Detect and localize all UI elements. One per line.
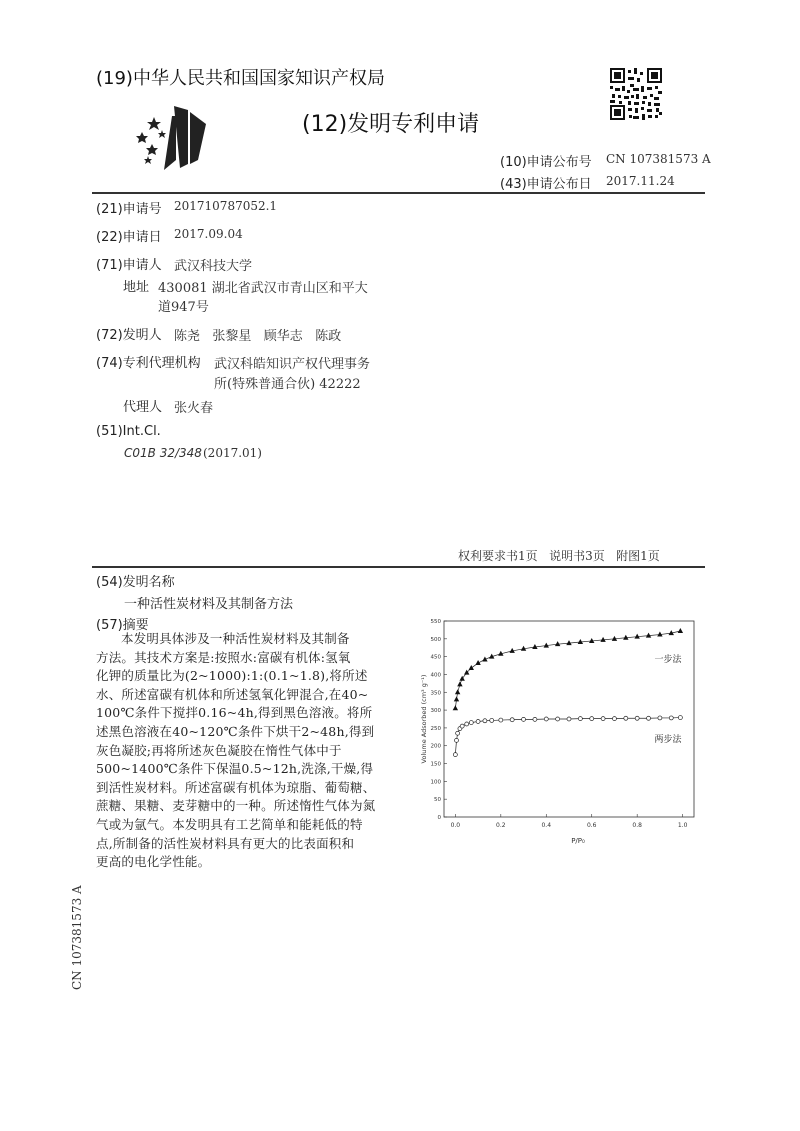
address-label: 地址 (123, 280, 150, 295)
one-step-point (678, 628, 683, 633)
one-step-point (453, 705, 458, 710)
two-step-point (522, 717, 526, 721)
abstract-line: 方法。其技术方案是:按照水:富碳有机体:氢氧 (96, 649, 351, 665)
publication-number: CN 107381573 A (606, 152, 711, 166)
abstract-label: (57)摘要 (96, 618, 149, 633)
address-line-1: 430081 湖北省武汉市青山区和平大 (158, 281, 368, 296)
application-date: 2017.09.04 (174, 227, 243, 241)
inventor-label: (72)发明人 (96, 328, 162, 343)
abstract-line: 气或为氩气。本发明具有工艺简单和能耗低的特 (96, 816, 363, 832)
two-step-point (476, 719, 480, 723)
publication-number-label: (10)申请公布号 (500, 155, 592, 170)
two-step-point (544, 717, 548, 721)
two-step-point (669, 716, 673, 720)
abstract-line: 500~1400℃条件下保温0.5~12h,洗涤,干燥,得 (96, 761, 374, 777)
two-step-point (453, 753, 457, 757)
int-cl-label: (51)Int.Cl. (96, 424, 161, 439)
abstract-divider (92, 566, 705, 568)
abstract-line: 灰色凝胶;再将所述灰色凝胶在惰性气体中于 (96, 742, 342, 758)
application-number: 201710787052.1 (174, 199, 278, 213)
two-step-point (601, 717, 605, 721)
chart-ylabel: Volume Adsorbed (cm³ g⁻¹) (420, 674, 428, 764)
two-step-point (469, 721, 473, 725)
int-cl-year: (2017.01) (203, 446, 262, 460)
application-number-label: (21)申请号 (96, 202, 162, 217)
y-tick-label: 0 (437, 815, 441, 821)
two-step-point (567, 717, 571, 721)
two-step-point (658, 716, 662, 720)
y-tick-label: 400 (430, 672, 441, 679)
invention-title: 一种活性炭材料及其制备方法 (124, 597, 294, 612)
x-tick-label: 0.2 (496, 822, 506, 829)
patent-office-title: (19)中华人民共和国国家知识产权局 (96, 68, 385, 89)
abstract-line: 到活性炭材料。所述富碳有机体为琼脂、葡萄糖、 (96, 779, 376, 795)
series-line-1 (455, 718, 680, 755)
x-tick-label: 0.4 (541, 822, 552, 829)
y-tick-label: 250 (430, 725, 441, 732)
abstract-line: 水、所述富碳有机体和所述氢氧化钾混合,在40~ (96, 686, 369, 702)
abstract-line: 蔗糖、果糖、麦芽糖中的一种。所述惰性气体为氮 (96, 798, 376, 814)
document-type-title: (12)发明专利申请 (302, 112, 480, 137)
y-tick-label: 500 (430, 636, 441, 643)
chart-xlabel: P/P₀ (571, 837, 585, 845)
series-label-two-step: 两步法 (654, 735, 682, 745)
application-date-label: (22)申请日 (96, 230, 162, 245)
two-step-point (510, 718, 514, 722)
x-tick-label: 0.0 (450, 822, 461, 829)
int-cl-code: C01B 32/348 (124, 446, 202, 460)
inventors: 陈尧 张黎星 顾华志 陈政 (174, 329, 342, 344)
agent: 张火春 (174, 401, 214, 416)
applicant-label: (71)申请人 (96, 258, 162, 273)
applicant: 武汉科技大学 (174, 259, 253, 274)
y-tick-label: 550 (430, 619, 441, 625)
two-step-point (590, 717, 594, 721)
x-tick-label: 0.6 (586, 822, 597, 829)
two-step-point (465, 722, 469, 726)
y-tick-label: 100 (430, 779, 441, 786)
agency-line-1: 武汉科皓知识产权代理事务 (214, 357, 371, 372)
two-step-point (483, 719, 487, 723)
side-publication-number: CN 107381573 A (70, 885, 84, 990)
adsorption-isotherm-chart (416, 614, 706, 854)
one-step-point (475, 660, 480, 665)
one-step-point (454, 696, 459, 701)
publication-date-label: (43)申请公布日 (500, 177, 592, 192)
two-step-point (612, 717, 616, 721)
abstract-line: 述黑色溶液在40~120℃条件下烘干2~48h,得到 (96, 723, 375, 739)
y-tick-label: 350 (430, 690, 441, 697)
address-line-2: 道947号 (158, 300, 209, 315)
page-counts: 权利要求书1页 说明书3页 附图1页 (458, 549, 660, 563)
abstract-body (96, 630, 388, 872)
x-tick-label: 0.8 (632, 822, 642, 829)
two-step-point (578, 717, 582, 721)
two-step-point (456, 731, 460, 735)
two-step-point (624, 716, 628, 720)
publication-date: 2017.11.24 (606, 174, 675, 188)
y-tick-label: 50 (434, 797, 441, 804)
abstract-line: 点,所制备的活性炭材料具有更大的比表面积和 (96, 835, 355, 851)
agency-label: (74)专利代理机构 (96, 356, 201, 371)
agent-label: 代理人 (123, 400, 163, 415)
one-step-point (457, 681, 462, 686)
two-step-point (499, 718, 503, 722)
two-step-point (635, 716, 639, 720)
x-tick-label: 1.0 (677, 822, 688, 829)
one-step-point (455, 689, 460, 694)
agency-line-2: 所(特殊普通合伙) 42222 (214, 377, 361, 392)
abstract-line: 化钾的质量比为(2~1000):1:(0.1~1.8),将所述 (96, 668, 368, 684)
two-step-point (678, 716, 682, 720)
two-step-point (556, 717, 560, 721)
one-step-point (469, 665, 474, 670)
abstract-line: 更高的电化学性能。 (96, 854, 211, 870)
abstract-line: 本发明具体涉及一种活性炭材料及其制备 (121, 631, 350, 646)
two-step-point (533, 717, 537, 721)
abstract-line: 100℃条件下搅拌0.16~4h,得到黑色溶液。将所 (96, 705, 373, 721)
two-step-point (490, 718, 494, 722)
two-step-point (455, 738, 459, 742)
y-tick-label: 150 (430, 761, 441, 768)
two-step-point (647, 716, 651, 720)
cnipa-emblem (128, 100, 220, 172)
y-tick-label: 200 (430, 743, 441, 750)
series-label-one-step: 一步法 (654, 655, 682, 665)
invention-title-label: (54)发明名称 (96, 575, 175, 590)
qr-code (610, 68, 662, 120)
y-tick-label: 300 (430, 708, 441, 715)
two-step-point (460, 724, 464, 728)
header-divider (92, 192, 705, 194)
y-tick-label: 450 (430, 654, 441, 661)
